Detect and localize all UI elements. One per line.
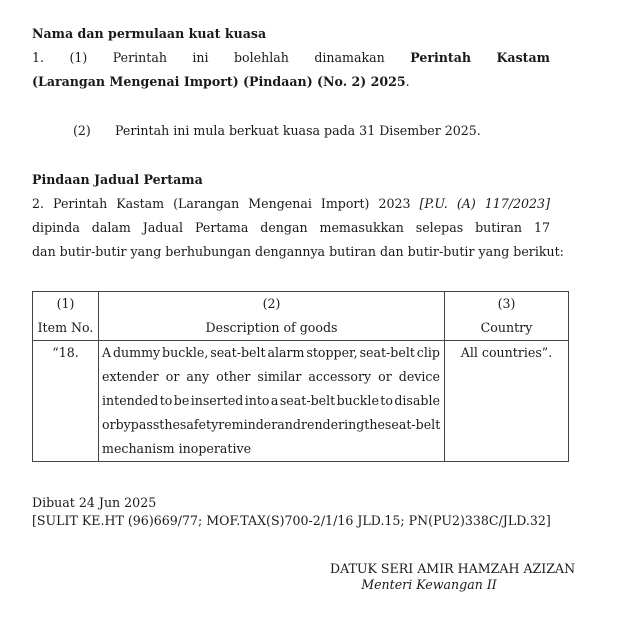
word: Perintah (112, 50, 167, 65)
citation-word: 117/2023] (484, 196, 550, 211)
word: seat-belt (210, 345, 266, 360)
paragraph-1-line-2 (32, 74, 410, 89)
column-header: Description of goods (205, 320, 338, 335)
order-title-part: Perintah (410, 50, 472, 65)
word: a (270, 393, 279, 408)
description-cell (99, 341, 445, 462)
word: or (378, 369, 392, 384)
description-line (99, 341, 444, 365)
date-made: Dibuat 24 Jun 2025 (32, 495, 157, 510)
word: the (159, 417, 180, 432)
word: bolehlah (234, 50, 289, 65)
word: selepas (415, 220, 464, 235)
word: dengan (260, 220, 308, 235)
word: Jadual (142, 220, 184, 235)
word: seat-belt (279, 393, 336, 408)
description-line (99, 365, 444, 389)
column-header: Item No. (37, 320, 94, 335)
word: dalam (91, 220, 131, 235)
word: device (398, 369, 440, 384)
word: (Larangan (173, 196, 240, 211)
paragraph-2-line-1 (32, 196, 550, 211)
header-cell-item (33, 292, 99, 341)
word: or (102, 417, 116, 432)
word: alarm (267, 345, 305, 360)
country-cell (445, 341, 569, 462)
order-title-part: Kastam (496, 50, 550, 65)
item-number: “18. (52, 345, 79, 360)
word: accessory (308, 369, 372, 384)
word: ini (192, 50, 209, 65)
description-last-line: mechanism inoperative (102, 441, 252, 456)
signatory-name: DATUK SERI AMIR HAMZAH AZIZAN (330, 561, 576, 576)
word: to (159, 393, 173, 408)
country-value: All countries”. (460, 345, 553, 360)
word: any (186, 369, 210, 384)
section-heading-amendment: Pindaan Jadual Pertama (32, 172, 203, 187)
commencement-text: Perintah ini mula berkuat kuasa pada 31 Disember 2025. (115, 123, 481, 138)
citation-word: [P.U. (419, 196, 448, 211)
word: clip (416, 345, 440, 360)
goods-table (32, 291, 569, 462)
paragraph-1-line-1 (32, 50, 550, 65)
word: A (102, 345, 112, 360)
column-number: (3) (497, 296, 516, 311)
word: similar (257, 369, 302, 384)
word: 17 (533, 220, 550, 235)
period: . (405, 74, 410, 89)
word: Import) (320, 196, 370, 211)
description-line (99, 389, 444, 413)
word: Perintah (53, 196, 108, 211)
word: stopper, (306, 345, 358, 360)
section-heading-citation: Nama dan permulaan kuat kuasa (32, 26, 267, 41)
word: seat-belt (359, 345, 415, 360)
word: reminder (218, 417, 278, 432)
word: butiran (475, 220, 523, 235)
word: buckle, (162, 345, 209, 360)
word: buckle (336, 393, 379, 408)
subparagraph-2-number: (2) (73, 123, 91, 138)
word: bypass (115, 417, 160, 432)
word: disable (394, 393, 440, 408)
word: safety (179, 417, 219, 432)
word: seat-belt (384, 417, 441, 432)
paragraph-number: 2. (32, 196, 45, 211)
word: and (277, 417, 301, 432)
word: dummy (112, 345, 161, 360)
word: dinamakan (314, 50, 385, 65)
table-row (33, 341, 569, 462)
word: intended (102, 393, 159, 408)
word: memasukkan (319, 220, 404, 235)
word: inserted (190, 393, 244, 408)
subparagraph-number: (1) (69, 50, 88, 65)
signatory-title: Menteri Kewangan II (361, 577, 497, 592)
word: Kastam (116, 196, 165, 211)
paragraph-2-line-2 (32, 220, 550, 235)
word: the (364, 417, 385, 432)
word: be (173, 393, 190, 408)
description-line (99, 413, 444, 437)
column-header: Country (480, 320, 533, 335)
word: into (244, 393, 270, 408)
header-cell-description (99, 292, 445, 341)
item-cell (33, 341, 99, 462)
column-number: (2) (262, 296, 281, 311)
word: other (216, 369, 251, 384)
word: dipinda (32, 220, 80, 235)
word: extender (102, 369, 159, 384)
word: Mengenai (248, 196, 312, 211)
word: to (380, 393, 393, 408)
word: Pertama (194, 220, 249, 235)
word: or (165, 369, 180, 384)
description-lines (99, 341, 444, 437)
word: rendering (300, 417, 365, 432)
table-header-row (33, 292, 569, 341)
header-cell-country (445, 292, 569, 341)
paragraph-number: 1. (32, 50, 45, 65)
paragraph-2-line-3: dan butir-butir yang berhubungan dengannya butiran dan butir-butir yang berikut: (32, 244, 564, 259)
file-reference: [SULIT KE.HT (96)669/77; MOF.TAX(S)700-2/1/16 JLD.15; PN(PU2)338C/JLD.32] (32, 513, 551, 528)
order-title: (Larangan Mengenai Import) (Pindaan) (No. 2) 2025 (32, 74, 406, 89)
column-number: (1) (56, 296, 75, 311)
citation-word: (A) (456, 196, 476, 211)
word: 2023 (378, 196, 411, 211)
